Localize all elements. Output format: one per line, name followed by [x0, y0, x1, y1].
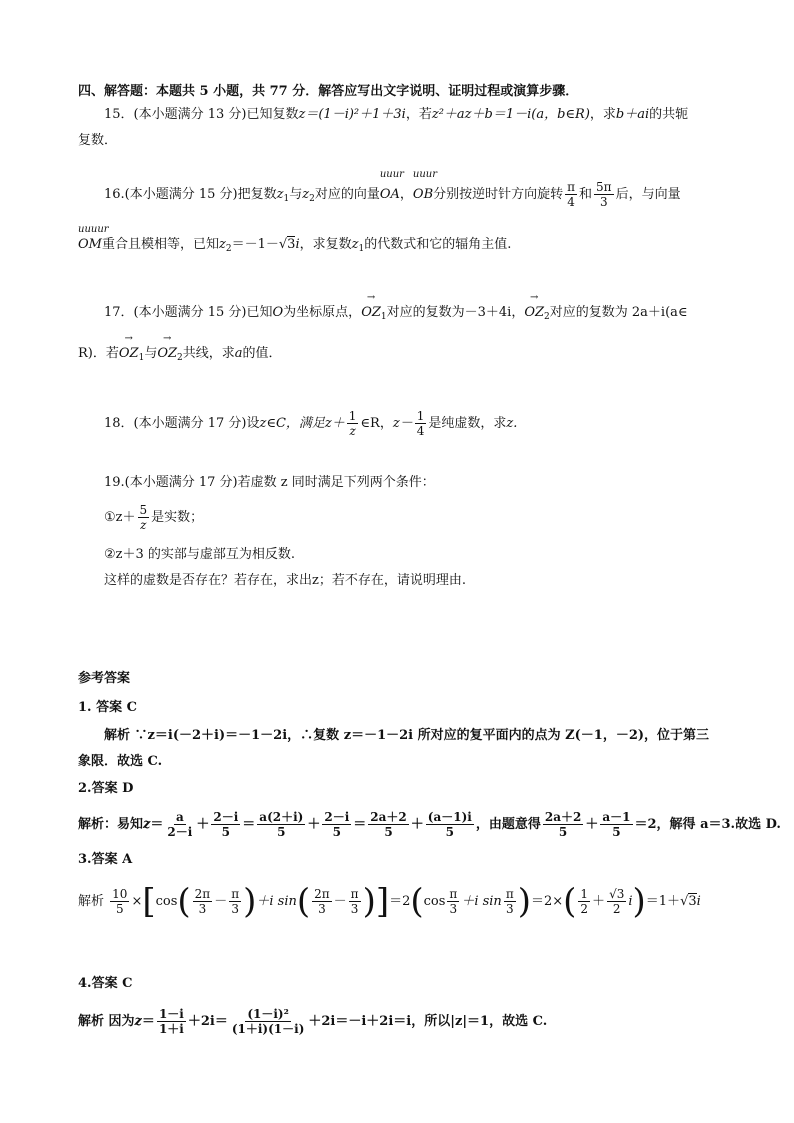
vector-oz1: → OZ — [361, 292, 381, 320]
answer-1-line-1: 解析 ∵z＝i(－2＋i)＝－1－2i，∴复数 z＝－1－2i 所对应的复平面内的点为 Z(－1，－2)，位于第三 — [104, 728, 710, 743]
a2-frac-5: $\frac{2a+2}{5}$ — [370, 810, 407, 839]
question-19-line-1: 19.(本小题满分 17 分)若虚数 z 同时满足下列两个条件： — [104, 475, 435, 490]
question-17-line-2: R)．若 → $OZ_1$与 → $OZ_2$共线，求a的值． — [78, 333, 282, 363]
question-19-condition-1: ①z＋ $\frac{5}{z}$ 是实数； — [104, 503, 204, 532]
fraction-5-z: $\frac{5}{z}$ — [139, 503, 148, 532]
a3-frac-2pi-3: $\frac{2\pi}{3}$ — [194, 887, 211, 916]
a2-frac-8: $\frac{a-1}{5}$ — [602, 810, 631, 839]
sqrt-symbol: √ — [278, 237, 288, 252]
fraction-5pi-3: $\frac{5\pi}{3}$ — [596, 180, 612, 209]
section-heading: 四、解答题：本题共 5 小题，共 77 分．解答应写出文字说明、证明过程或演算步骤． — [78, 84, 579, 99]
a2-frac-6: $\frac{(a-1)i}{5}$ — [427, 810, 472, 839]
a3-frac-pi-3-c: $\frac{\pi}{3}$ — [449, 887, 458, 916]
question-19-condition-2: ②z＋3 的实部与虚部互为相反数. — [104, 547, 296, 562]
question-15-line-2: 复数． — [78, 133, 118, 148]
answer-3-label: 3.答案 A — [78, 852, 133, 867]
fraction-1-4: $\frac{1}{4}$ — [416, 409, 425, 438]
a2-frac-7: $\frac{2a+2}{5}$ — [544, 810, 582, 839]
vector-oz2: → OZ — [524, 292, 545, 320]
vector-oz1-b: → OZ — [118, 333, 139, 361]
a3-frac-pi-3-d: $\frac{\pi}{3}$ — [505, 887, 514, 916]
question-15-line-1: 15．(本小题满分 13 分)已知复数z＝(1－i)²＋1＋3i，若z²＋az＋b＝1－i(a，b∈R)，求b＋ai的共轭 — [104, 107, 689, 122]
answers-title: 参考答案 — [78, 671, 131, 686]
a2-frac-2: $\frac{2-i}{5}$ — [213, 810, 239, 839]
fraction-pi-4: $\frac{\pi}{4}$ — [567, 180, 576, 209]
question-18: 18．(本小题满分 17 分)设z∈C，满足z＋ $\frac{1}{z}$ ∈R，z－ $\frac{1}{4}$ 是纯虚数，求z. — [104, 409, 518, 438]
a3-frac-2pi-3-b: $\frac{2\pi}{3}$ — [314, 887, 330, 916]
a3-frac-pi-3-b: $\frac{\pi}{3}$ — [350, 887, 359, 916]
answer-2-body: 解析：易知z＝ $\frac{a}{2-i}$ ＋ $\frac{2-i}{5}$ ＝ $\frac{a(2+i)}{5}$ ＋ $\frac{2-i}{5}$ ＝ $\frac{2a+2}{5}$ ＋ $\frac{(a-1)i}{5}$ ，由题意得 $\frac{2a+2}{5}$ ＋ $\frac{a-1}{5}$ ＝2，解得 a＝3.故选 D. — [78, 810, 781, 839]
a4-frac-1: $\frac{1-i}{1+i}$ — [158, 1007, 184, 1036]
question-16-line-2: uuuur OM重合且模相等，已知$z_2=-1-√3i$，求复数$z_1$的代数式和它的辐角主值. — [78, 224, 512, 254]
a3-frac-1-2: $\frac{1}{2}$ — [580, 887, 589, 916]
answer-2-label: 2.答案 D — [78, 781, 134, 796]
a2-frac-4: $\frac{2-i}{5}$ — [324, 810, 350, 839]
vector-oa: uuur OA — [379, 169, 404, 202]
answer-4-body: 解析 因为z＝ $\frac{1-i}{1+i}$ ＋2i＝ $\frac{\text{(1－i)²}}{(1+i)(1-i)}$ ＋2i＝－i＋2i＝i，所以|z|＝1，故选 C. — [78, 1007, 548, 1036]
a3-frac-pi-3: $\frac{\pi}{3}$ — [231, 887, 240, 916]
answer-1-line-2: 象限．故选 C. — [78, 754, 163, 769]
a4-frac-2: $\frac{\text{(1－i)²}}{(1+i)(1-i)}$ — [231, 1007, 305, 1036]
fraction-1-z: $\frac{1}{z}$ — [348, 409, 357, 438]
answer-3-body: 解析 $\frac{10}{5}$ ×[cos( $\frac{2\pi}{3}$ － $\frac{\pi}{3}$ )＋i sin( $\frac{2\pi}{3}$ － $\frac{\pi}{3}$ )]＝2(cos $\frac{\pi}{3}$ ＋i sin $\frac{\pi}{3}$ )＝2×( $\frac{1}{2}$ ＋ $\frac{√3}{2}$ i)＝1＋√3i — [78, 881, 701, 922]
a3-frac-10-5: $\frac{10}{5}$ — [112, 887, 128, 916]
vector-om: uuuur OM — [78, 224, 109, 252]
sqrt-symbol-2: √ — [680, 894, 689, 909]
question-17-line-1: 17．(本小题满分 15 分)已知O为坐标原点， → $OZ_1$对应的复数为－3＋4i， → $OZ_2$对应的复数为 2a＋i(a∈ — [104, 292, 688, 322]
a2-frac-1: $\frac{a}{2-i}$ — [167, 810, 193, 839]
question-16-line-1: 16.(本小题满分 15 分)把复数$z_1$与$z_2$对应的向量 uuur OA， uuur OB分别按逆时针方向旋转 $\frac{\pi}{4}$ 和 $\frac{5\pi}{3}$ 后，与向量 — [104, 169, 681, 209]
a3-frac-sqrt3-2: $\frac{√3}{2}$ — [609, 887, 625, 916]
a2-frac-3: $\frac{a(2+i)}{5}$ — [259, 810, 304, 839]
vector-oz2-b: → OZ — [157, 333, 178, 361]
question-19-line-4: 这样的虚数是否存在？若存在，求出z；若不存在，请说明理由. — [104, 573, 466, 588]
vector-ob: uuur OB — [412, 169, 438, 202]
answer-4-label: 4.答案 C — [78, 976, 133, 991]
answer-1-label: 1. 答案 C — [78, 700, 137, 715]
